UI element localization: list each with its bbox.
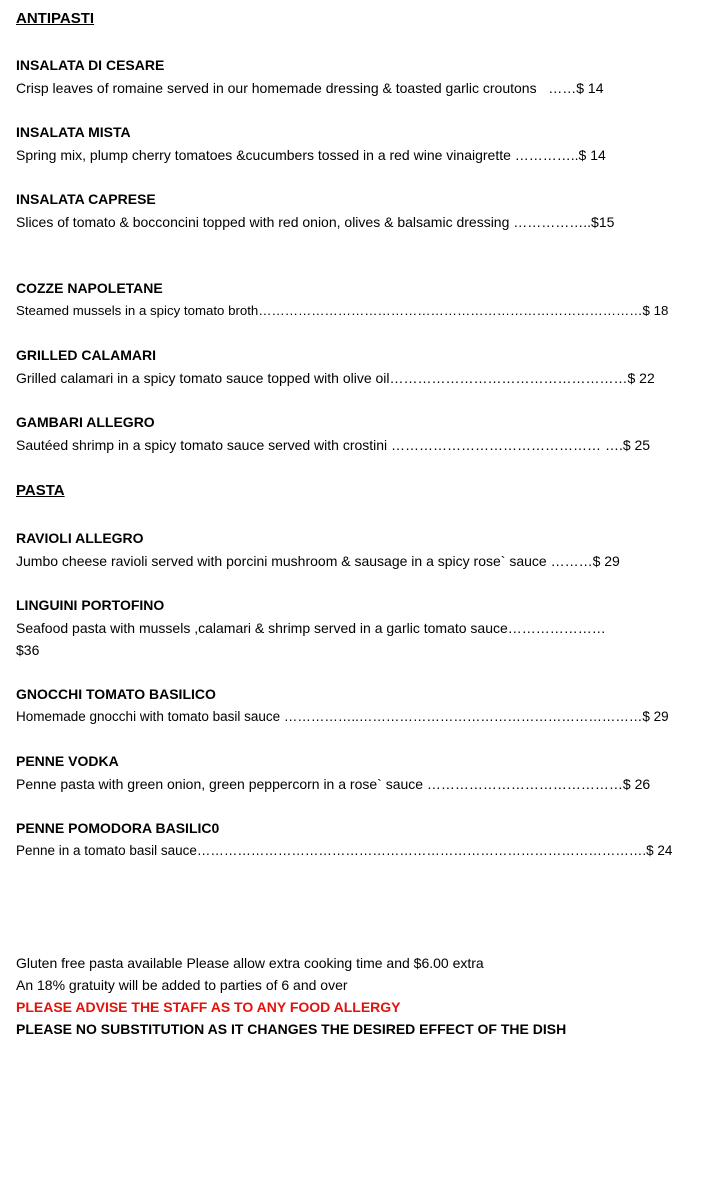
item-description: Homemade gnocchi with tomato basil sauce ……………..………………………………………………………$ 29 <box>16 709 669 724</box>
section-heading-antipasti: ANTIPASTI <box>16 10 95 27</box>
item-description: Sautéed shrimp in a spicy tomato sauce served with crostini ……………………………………… ….$ 25 <box>16 437 651 453</box>
item-description: Grilled calamari in a spicy tomato sauce topped with olive oil……………………………………………$ 22 <box>16 370 655 386</box>
item-name: INSALATA MISTA <box>16 124 131 140</box>
item-name: INSALATA DI CESARE <box>16 57 165 73</box>
item-name: PENNE VODKA <box>16 753 119 769</box>
item-description: Spring mix, plump cherry tomatoes &cucumbers tossed in a red wine vinaigrette …………..$ 14 <box>16 147 606 163</box>
section-heading-pasta: PASTA <box>16 482 65 499</box>
item-name: GNOCCHI TOMATO BASILICO <box>16 686 216 702</box>
item-description: Penne in a tomato basil sauce……………………………………………………………………………………….$ 24 <box>16 843 673 858</box>
item-name: GAMBARI ALLEGRO <box>16 414 155 430</box>
item-description: Crisp leaves of romaine served in our homemade dressing & toasted garlic croutons ……$ 14 <box>16 80 604 96</box>
item-description: Seafood pasta with mussels ,calamari & shrimp served in a garlic tomato sauce………………… <box>16 620 606 636</box>
item-name: PENNE POMODORA BASILIC0 <box>16 820 220 836</box>
item-description: Steamed mussels in a spicy tomato broth……………………………………………………………………………$ 18 <box>16 303 669 318</box>
item-name: INSALATA CAPRESE <box>16 191 156 207</box>
item-name: LINGUINI PORTOFINO <box>16 597 165 613</box>
substitution-note: PLEASE NO SUBSTITUTION AS IT CHANGES THE DESIRED EFFECT OF THE DISH <box>16 1021 567 1037</box>
item-name: GRILLED CALAMARI <box>16 347 156 363</box>
gratuity-note: An 18% gratuity will be added to parties of 6 and over <box>16 977 348 993</box>
item-name: RAVIOLI ALLEGRO <box>16 530 144 546</box>
item-description: Penne pasta with green onion, green peppercorn in a rose` sauce ……………………………………$ 26 <box>16 776 651 792</box>
item-description: Slices of tomato & bocconcini topped with red onion, olives & balsamic dressing ……………..$15 <box>16 214 615 230</box>
item-name: COZZE NAPOLETANE <box>16 280 163 296</box>
allergy-warning: PLEASE ADVISE THE STAFF AS TO ANY FOOD ALLERGY <box>16 999 401 1015</box>
item-price: $36 <box>16 642 40 658</box>
gluten-free-note: Gluten free pasta available Please allow extra cooking time and $6.00 extra <box>16 955 484 971</box>
item-description: Jumbo cheese ravioli served with porcini mushroom & sausage in a spicy rose` sauce ………$ 29 <box>16 553 620 569</box>
